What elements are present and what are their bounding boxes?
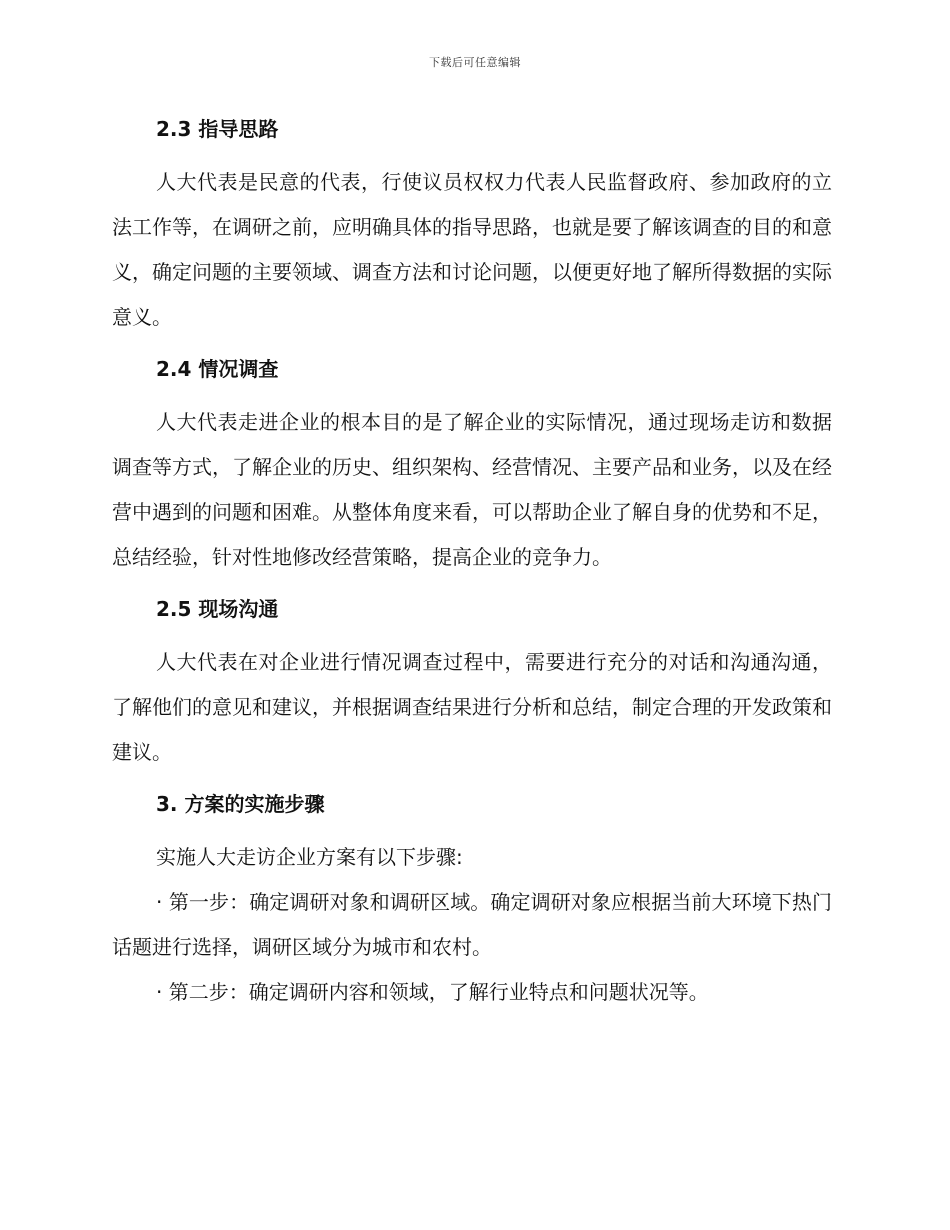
- section-body-2-5: 人大代表在对企业进行情况调查过程中，需要进行充分的对话和沟通沟通，了解他们的意见和建议，并根据调查结果进行分析和总结，制定合理的开发政策和建议。: [112, 650, 832, 764]
- page-header: 下载后可任意编辑: [429, 56, 521, 69]
- step-item-2: · 第二步：确定调研内容和领域，了解行业特点和问题状况等。: [156, 980, 709, 1004]
- section-heading-3: 3. 方案的实施步骤: [156, 792, 325, 816]
- document-body: [112, 110, 832, 1015]
- section-heading-2-3: 2.3 指导思路: [156, 117, 279, 141]
- section-body-2-4: 人大代表走进企业的根本目的是了解企业的实际情况，通过现场走访和数据调查等方式，了解企业的历史、组织架构、经营情况、主要产品和业务，以及在经营中遇到的问题和困难。从整体角度来看，可以帮助企业了解自身的优势和不足，总结经验，针对性地修改经营策略，提高企业的竞争力。: [112, 410, 832, 569]
- section-heading-2-4: 2.4 情况调查: [156, 357, 279, 381]
- section-body-2-3: 人大代表是民意的代表，行使议员权权力代表人民监督政府、参加政府的立法工作等，在调研之前，应明确具体的指导思路，也就是要了解该调查的目的和意义，确定问题的主要领域、调查方法和讨论问题，以便更好地了解所得数据的实际意义。: [112, 170, 832, 329]
- section-heading-2-5: 2.5 现场沟通: [156, 597, 279, 621]
- step-item-1: · 第一步：确定调研对象和调研区域。确定调研对象应根据当前大环境下热门话题进行选择，调研区域分为城市和农村。: [112, 890, 832, 959]
- section-intro-3: 实施人大走访企业方案有以下步骤:: [156, 845, 463, 869]
